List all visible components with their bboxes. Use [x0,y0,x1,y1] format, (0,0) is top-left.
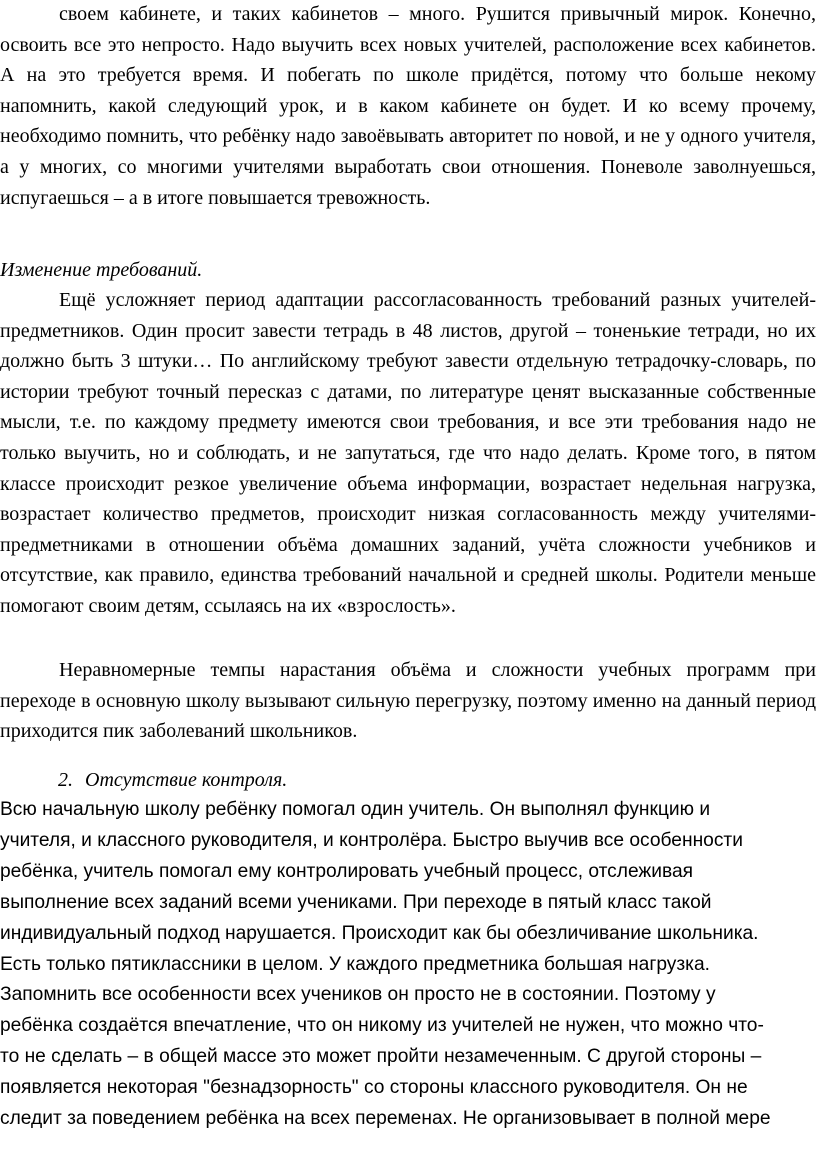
paragraph-requirements: Ещё усложняет период адаптации рассогласованность требований разных учителей-предметников. Один просит завести тетрадь в 48 листов, другой – тоненькие тетради, но их должно быть 3 штуки… По английскому требуют завести отдельную тетрадочку-словарь, по истории требуют точный пересказ с датами, по литературе ценят высказанные собственные мысли, т.е. по каждому предмету имеются свои требования, и все эти требования надо не только выучить, но и соблюдать, и не запутаться, где что надо делать. Кроме того, в пятом классе происходит резкое увеличение объема информации, возрастает недельная нагрузка, возрастает количество предметов, происходит низкая согласованность между учителями-предметниками в отношении объёма домашних заданий, учёта сложности учебников и отсутствие, как правило, единства требований начальной и средней школы. Родители меньше помогают своим детям, ссылаясь на их «взрослость». [0,289,816,617]
paragraph-workload: Неравномерные темпы нарастания объёма и сложности учебных программ при переходе в основную школу вызывают сильную перегрузку, поэтому именно на данный период приходится пик заболеваний школьников. [0,659,816,743]
heading-lack-of-control [58,765,287,795]
heading-number: 2. [58,769,73,791]
heading-requirements-change: Изменение требований. [0,259,203,281]
paragraph-new-environment: своем кабинете, и таких кабинетов – много. Рушится привычный мирок. Конечно, освоить все это непросто. Надо выучить всех новых учителей, расположение всех кабинетов. А на это требуется время. И побегать по школе придётся, потому что больше некому напомнить, какой следующий урок, и в каком кабинете он будет. И ко всему прочему, необходимо помнить, что ребёнку надо завоёвывать авторитет по новой, и не у одного учителя, а у многих, со многими учителями выработать свои отношения. Поневоле заволнуешься, испугаешься – а в итоге повышается тревожность. [0,3,816,209]
heading-text: Отсутствие контроля. [85,769,288,791]
paragraph-lack-of-control: Всю начальную школу ребёнку помогал один учитель. Он выполнял функцию и учителя, и классного руководителя, и контролёра. Быстро выучив все особенности ребёнка, учитель помогал ему контролировать учебный процесс, отслеживая выполнение всех заданий всеми учениками. При переходе в пятый класс такой индивидуальный подход нарушается. Происходит как бы обезличивание школьника. Есть только пятиклассники в целом. У каждого предметника большая нагрузка. Запомнить все особенности всех учеников он просто не в состоянии. Поэтому у ребёнка создаётся впечатление, что он никому из учителей не нужен, что можно что- то не сделать – в общей массе это может пройти незамеченным. С другой стороны – появляется некоторая "безнадзорность" со стороны классного руководителя. Он не следит за поведением ребёнка на всех переменах. Не организовывает в полной мере [0,799,771,1130]
